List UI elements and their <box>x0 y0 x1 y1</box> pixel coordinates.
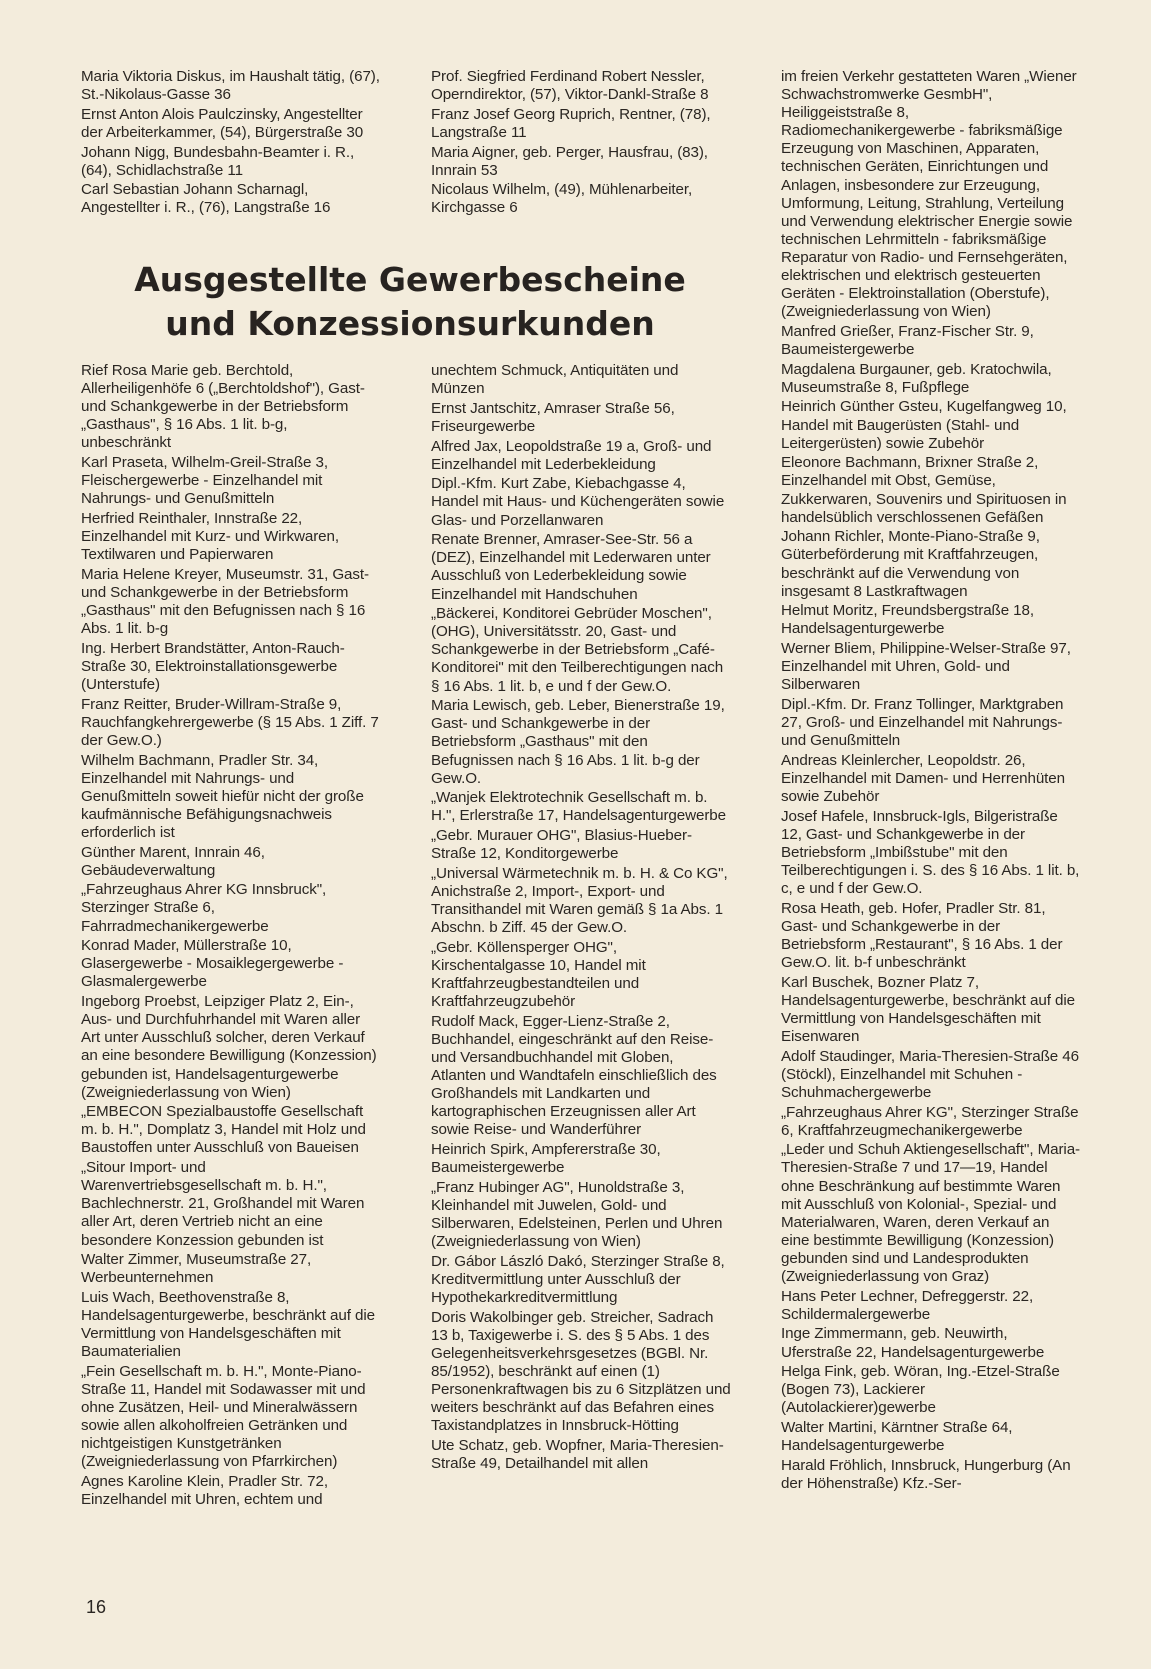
list-item: Josef Hafele, Innsbruck-Igls, Bilgeristraße 12, Gast- und Schankgewerbe in der Betriebsform „Imbißstube" mit den Teilberechtigungen i. S. des § 16 Abs. 1 lit. b, c, e und f der Gew.O. <box>781 807 1080 898</box>
list-item: Doris Wakolbinger geb. Streicher, Sadrach 13 b, Taxigewerbe i. S. des § 5 Abs. 1 des Gelegenheitsverkehrsgesetzes (BGBl. Nr. 85/1952), beschränkt auf einen (1) Personenkraftwagen bis zu 6 Sitzplätzen und weiters beschränkt auf das Befahren eines Taxistandplatzes in Innsbruck-Hötting <box>431 1308 731 1435</box>
list-item: Herfried Reinthaler, Innstraße 22, Einzelhandel mit Kurz- und Wirkwaren, Textilwaren und Papierwaren <box>81 509 339 564</box>
list-item: Magdalena Burgauner, geb. Kratochwila, Museumstraße 8, Fußpflege <box>781 360 1052 396</box>
page-number: 16 <box>86 1597 107 1617</box>
list-item: Maria Helene Kreyer, Museumstr. 31, Gast- und Schankgewerbe in der Betriebsform „Gasthaus" mit den Befugnissen nach § 16 Abs. 1 lit. b-g <box>81 565 369 638</box>
list-item: „Franz Hubinger AG", Hunoldstraße 3, Kleinhandel mit Juwelen, Gold- und Silberwaren, Edelsteinen, Perlen und Uhren (Zweigniederlassung von Wien) <box>431 1178 723 1251</box>
list-item: Inge Zimmermann, geb. Neuwirth, Uferstraße 22, Handelsagenturgewerbe <box>781 1325 1045 1361</box>
top-list-column-1 <box>81 68 381 219</box>
list-item: Rudolf Mack, Egger-Lienz-Straße 2, Buchhandel, eingeschränkt auf den Reise- und Versandbuchhandel mit Globen, Atlanten und Wandtafeln einschließlich des Großhandels mit Landkarten und kartographischen Erzeugnissen aller Art sowie Reise- und Wanderführer <box>431 1012 717 1139</box>
list-item: „Fahrzeughaus Ahrer KG", Sterzinger Straße 6, Kraftfahrzeugmechanikergewerbe <box>781 1103 1079 1139</box>
list-item: Maria Aigner, geb. Perger, Hausfrau, (83), Innrain 53 <box>431 143 708 179</box>
list-item: Walter Martini, Kärntner Straße 64, Handelsagenturgewerbe <box>781 1419 1013 1455</box>
list-item: Dipl.-Kfm. Kurt Zabe, Kiebachgasse 4, Handel mit Haus- und Küchengeräten sowie Glas- und Porzellanwaren <box>431 475 725 529</box>
list-item: Maria Lewisch, geb. Leber, Bienerstraße 19, Gast- und Schankgewerbe in der Betriebsform „Gasthaus" mit den Befugnissen nach § 16 Abs. 1 lit. b-g der Gew.O. <box>431 697 725 787</box>
list-item: Dr. Gábor László Dakó, Sterzinger Straße 8, Kreditvermittlung unter Ausschluß der Hypothekarkreditvermittlung <box>431 1252 725 1306</box>
list-item: „Leder und Schuh Aktiengesellschaft", Maria-Theresien-Straße 7 und 17—19, Handel ohne Beschränkung auf bestimmte Waren mit Ausschluß von Kolonial-, Spezial- und Materialwaren, Waren, deren Verkauf an eine bestimmte Bewilligung (Konzession) gebunden sind und Landesprodukten (Zweigniederlassung von Graz) <box>781 1141 1081 1285</box>
list-item: Carl Sebastian Johann Scharnagl, Angestellter i. R., (76), Langstraße 16 <box>81 181 331 217</box>
list-item: „Sitour Import- und Warenvertriebsgesellschaft m. b. H.", Bachlechnerstr. 21, Großhandel mit Waren aller Art, deren Vertrieb nicht an eine besondere Konzession gebunden ist <box>81 1159 365 1249</box>
list-item: Ernst Anton Alois Paulczinsky, Angestellter der Arbeiterkammer, (54), Bürgerstraße 30 <box>81 105 364 141</box>
list-item: Ing. Herbert Brandstätter, Anton-Rauch-Straße 30, Elektroinstallationsgewerbe (Unterstufe) <box>81 639 345 693</box>
list-item: Karl Buschek, Bozner Platz 7, Handelsagenturgewerbe, beschränkt auf die Vermittlung von Handelsgeschäften mit Eisenwaren <box>781 973 1075 1045</box>
list-item: Luis Wach, Beethovenstraße 8, Handelsagenturgewerbe, beschränkt auf die Vermittlung von Handelsgeschäften mit Baumaterialien <box>81 1289 375 1361</box>
list-item: Nicolaus Wilhelm, (49), Mühlenarbeiter, Kirchgasse 6 <box>431 181 693 217</box>
list-item: „Bäckerei, Konditorei Gebrüder Moschen", (OHG), Universitätsstr. 20, Gast- und Schankgewerbe in der Betriebsform „Café-Konditorei" mit den Teilberechtigungen nach § 16 Abs. 1 lit. b, e und f der Gew.O. <box>431 605 724 695</box>
list-item: „Universal Wärmetechnik m. b. H. & Co KG", Anichstraße 2, Import-, Export- und Transithandel mit Waren gemäß § 1a Abs. 1 Abschn. b Ziff. 45 der Gew.O. <box>431 864 728 937</box>
license-column-2 <box>431 362 731 1475</box>
list-item: Franz Josef Georg Ruprich, Rentner, (78), Langstraße 11 <box>431 105 711 141</box>
section-heading-line-1: Ausgestellte Gewerbescheine <box>134 260 686 299</box>
list-item: Prof. Siegfried Ferdinand Robert Nessler, Operndirektor, (57), Viktor-Dankl-Straße 8 <box>431 68 709 104</box>
list-item: „Wanjek Elektrotechnik Gesellschaft m. b. H.", Erlerstraße 17, Handelsagenturgewerbe <box>431 789 726 825</box>
list-item: Harald Fröhlich, Innsbruck, Hungerburg (An der Höhenstraße) Kfz.-Ser- <box>781 1456 1071 1492</box>
list-item: Dipl.-Kfm. Dr. Franz Tollinger, Marktgraben 27, Groß- und Einzelhandel mit Nahrungs- und Genußmitteln <box>781 695 1064 750</box>
section-heading-line-2: und Konzessionsurkunden <box>165 304 655 343</box>
list-item: Helmut Moritz, Freundsbergstraße 18, Handelsagenturgewerbe <box>781 602 1034 638</box>
list-item: Johann Nigg, Bundesbahn-Beamter i. R., (64), Schidlachstraße 11 <box>81 143 355 179</box>
list-item: Helga Fink, geb. Wöran, Ing.-Etzel-Straße (Bogen 73), Lackierer (Autolackierer)gewerbe <box>781 1363 1060 1417</box>
list-item: Ingeborg Proebst, Leipziger Platz 2, Ein-, Aus- und Durchfuhrhandel mit Waren aller Art unter Ausschluß solcher, deren Verkauf an eine besondere Bewilligung (Konzession) gebunden ist, Handelsagenturgewerbe (Zweigniederlassung von Wien) <box>81 993 377 1101</box>
list-item: Heinrich Günther Gsteu, Kugelfangweg 10, Handel mit Baugerüsten (Stahl- und Leitergerüsten) sowie Zubehör <box>781 398 1067 452</box>
list-item: „Fahrzeughaus Ahrer KG Innsbruck", Sterzinger Straße 6, Fahrradmechanikergewerbe <box>81 881 327 935</box>
list-item: „Gebr. Köllensperger OHG", Kirschentalgasse 10, Handel mit Kraftfahrzeugbestandteilen und Kraftfahrzeugzubehör <box>431 938 646 1011</box>
top-list-column-2 <box>431 68 731 219</box>
list-item: „EMBECON Spezialbaustoffe Gesellschaft m. b. H.", Domplatz 3, Handel mit Holz und Baustoffen unter Ausschluß von Baueisen <box>81 1103 366 1157</box>
list-item: Werner Bliem, Philippine-Welser-Straße 97, Einzelhandel mit Uhren, Gold- und Silberwaren <box>781 640 1071 694</box>
list-item: Hans Peter Lechner, Defreggerstr. 22, Schildermalergewerbe <box>781 1287 1034 1323</box>
list-item: im freien Verkehr gestatteten Waren „Wiener Schwachstromwerke GesmbH", Heiliggeiststraße 8, Radiomechanikergewerbe - fabriksmäßige Erzeugung von Maschinen, Apparaten, technischen Geräten, Einrichtungen und Anlagen, insbesondere zur Erzeugung, Umformung, Leitung, Strahlung, Verteilung und Verwendung elektrischer Energie sowie technischen Lehrmitteln - fabriksmäßige Reparatur von Radio- und Fernsehgeräten, elektrischen und elektrisch gesteuerten Geräten - Elektroinstallation (Oberstufe), (Zweigniederlassung von Wien) <box>781 68 1077 321</box>
list-item: Günther Marent, Innrain 46, Gebäudeverwaltung <box>81 843 265 879</box>
list-item: Heinrich Spirk, Ampfererstraße 30, Baumeistergewerbe <box>431 1141 661 1177</box>
list-item: Franz Reitter, Bruder-Willram-Straße 9, Rauchfangkehrergewerbe (§ 15 Abs. 1 Ziff. 7 der Gew.O.) <box>81 695 379 749</box>
list-item: Ernst Jantschitz, Amraser Straße 56, Friseurgewerbe <box>431 399 675 435</box>
list-item: Alfred Jax, Leopoldstraße 19 a, Groß- und Einzelhandel mit Lederbekleidung <box>431 437 712 473</box>
section-heading <box>100 258 720 346</box>
list-item: Maria Viktoria Diskus, im Haushalt tätig, (67), St.-Nikolaus-Gasse 36 <box>81 68 380 104</box>
list-item: Wilhelm Bachmann, Pradler Str. 34, Einzelhandel mit Nahrungs- und Genußmitteln soweit hiefür nicht der große kaufmännische Befähigungsnachweis erforderlich ist <box>81 751 364 841</box>
list-item: Agnes Karoline Klein, Pradler Str. 72, Einzelhandel mit Uhren, echtem und <box>81 1473 328 1509</box>
list-item: „Fein Gesellschaft m. b. H.", Monte-Piano-Straße 11, Handel mit Sodawasser mit und ohne Zusätzen, Heil- und Mineralwässern sowie allen alkoholfreien Getränken und nichtgeistigen Kunstgetränken (Zweigniederlassung von Pfarrkirchen) <box>81 1362 366 1471</box>
list-item: Eleonore Bachmann, Brixner Straße 2, Einzelhandel mit Obst, Gemüse, Zukkerwaren, Souvenirs und Spirituosen in handelsüblich verschlossenen Gefäßen <box>781 454 1067 526</box>
list-item: unechtem Schmuck, Antiquitäten und Münzen <box>431 362 679 398</box>
license-column-1 <box>81 362 381 1511</box>
list-item: Adolf Staudinger, Maria-Theresien-Straße 46 (Stöckl), Einzelhandel mit Schuhen - Schuhmachergewerbe <box>781 1047 1079 1101</box>
license-column-3 <box>781 68 1081 1495</box>
list-item: „Gebr. Murauer OHG", Blasius-Hueber-Straße 12, Konditorgewerbe <box>431 827 692 863</box>
list-item: Rief Rosa Marie geb. Berchtold, Allerheiligenhöfe 6 („Berchtoldshof"), Gast- und Schankgewerbe in der Betriebsform „Gasthaus", § 16 Abs. 1 lit. b-g, unbeschränkt <box>81 362 365 452</box>
list-item: Walter Zimmer, Museumstraße 27, Werbeunternehmen <box>81 1251 312 1287</box>
list-item: Karl Praseta, Wilhelm-Greil-Straße 3, Fleischergewerbe - Einzelhandel mit Nahrungs- und Genußmitteln <box>81 454 328 508</box>
list-item: Rosa Heath, geb. Hofer, Pradler Str. 81, Gast- und Schankgewerbe in der Betriebsform „Restaurant", § 16 Abs. 1 der Gew.O. lit. b-f unbeschränkt <box>781 899 1063 972</box>
list-item: Renate Brenner, Amraser-See-Str. 56 a (DEZ), Einzelhandel mit Lederwaren unter Ausschluß von Lederbekleidung sowie Einzelhandel mit Handschuhen <box>431 531 711 603</box>
list-item: Konrad Mader, Müllerstraße 10, Glasergewerbe - Mosaiklegergewerbe - Glasmalergewerbe <box>81 937 344 991</box>
list-item: Andreas Kleinlercher, Leopoldstr. 26, Einzelhandel mit Damen- und Herrenhüten sowie Zubehör <box>781 751 1065 805</box>
list-item: Manfred Grießer, Franz-Fischer Str. 9, Baumeistergewerbe <box>781 322 1034 358</box>
list-item: Johann Richler, Monte-Piano-Straße 9, Güterbeförderung mit Kraftfahrzeugen, beschränkt auf die Verwendung von insgesamt 8 Lastkraftwagen <box>781 528 1040 600</box>
list-item: Ute Schatz, geb. Wopfner, Maria-Theresien-Straße 49, Detailhandel mit allen <box>431 1436 724 1473</box>
